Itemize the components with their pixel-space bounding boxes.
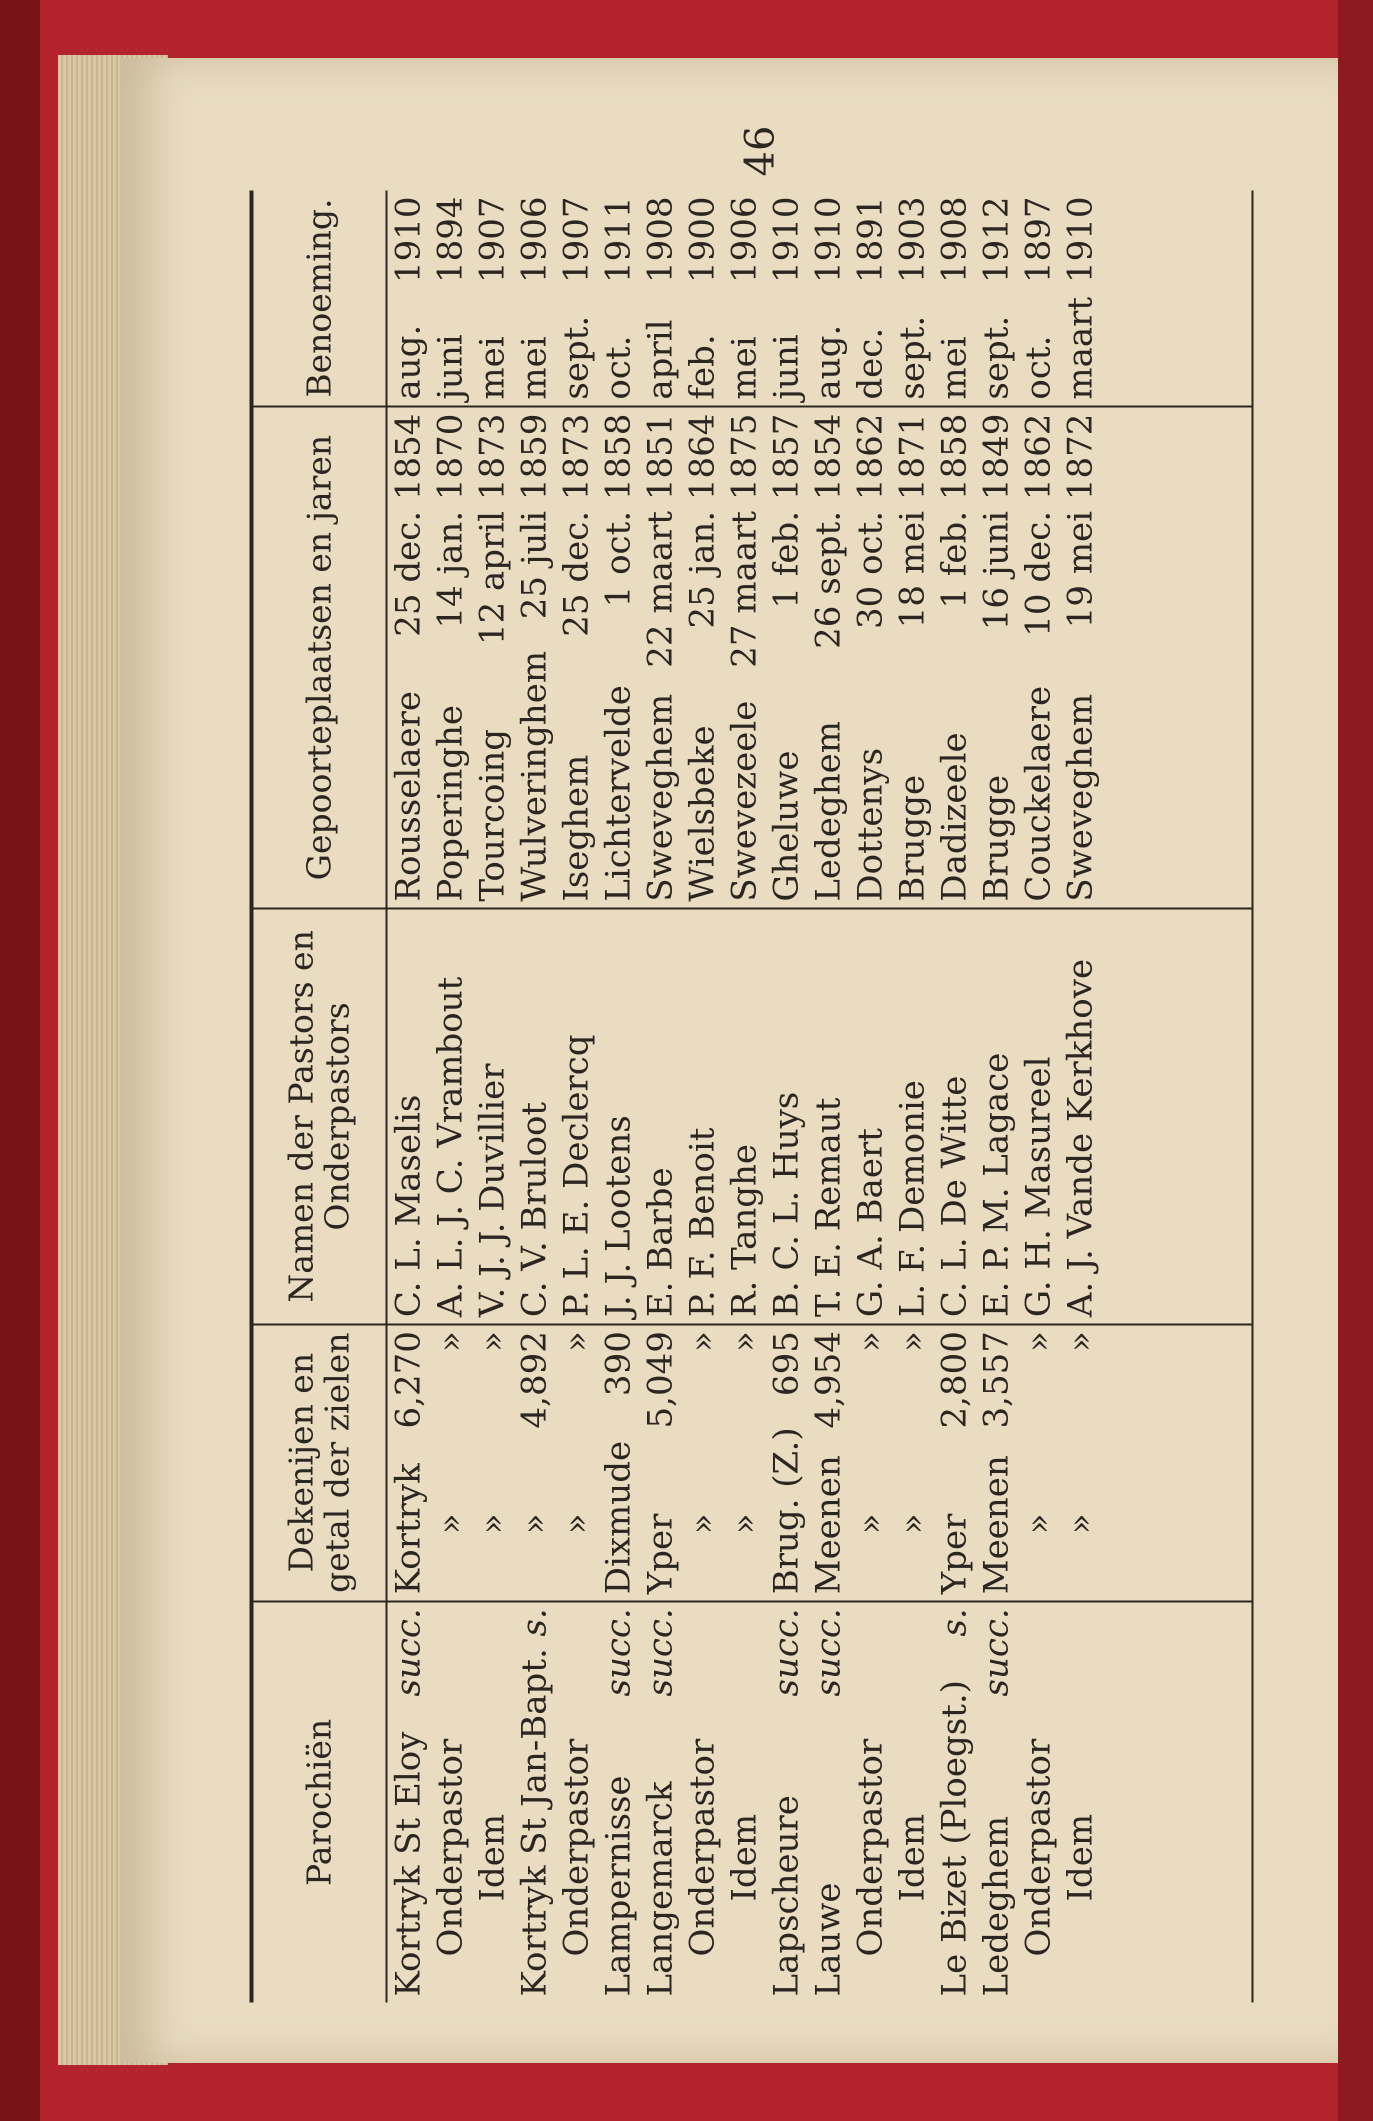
birth-year: 1862 [850, 413, 891, 501]
deanery-cell [472, 1324, 514, 1601]
birth-day: 26 sept. [808, 510, 849, 649]
birth-year: 1854 [808, 413, 849, 501]
pastor-name: C. L. De Witte [934, 909, 976, 1325]
deanery-cell [934, 1324, 976, 1601]
parish-name: Lampernisse [598, 1775, 639, 1997]
deanery-name: » [724, 1513, 765, 1535]
parish-name: Langemarck [640, 1781, 681, 1997]
deanery-name: Meenen [976, 1455, 1017, 1595]
appointment-cell [976, 191, 1018, 407]
birth-place: Iseghem [556, 754, 597, 902]
birth-place: Lichtervelde [598, 685, 639, 902]
parish-cell [850, 1601, 892, 2002]
souls-count: 6,270 [388, 1331, 429, 1429]
birth-day: 22 maart [640, 510, 681, 668]
table-row [808, 191, 850, 2003]
parish-cell [724, 1601, 766, 2002]
deanery-cell [1018, 1324, 1060, 1601]
parish-name: Onderpastor [850, 1738, 891, 1957]
parish-name: Kortryk St Jan-Bapt. [514, 1648, 555, 1997]
birth-year: 1870 [430, 413, 471, 501]
birth-cell [387, 407, 430, 909]
deanery-name: » [1018, 1513, 1059, 1535]
deanery-cell [640, 1324, 682, 1601]
birth-day: 12 april [472, 510, 513, 646]
birth-cell [934, 407, 976, 909]
pastor-name: T. E. Remaut [808, 909, 850, 1325]
parish-name: Idem [1060, 1813, 1101, 1902]
appointment-month: dec. [850, 327, 891, 400]
spacer [1102, 1601, 1253, 2002]
birth-year: 1862 [1018, 413, 1059, 501]
birth-place: Poperinghe [430, 704, 471, 902]
pastor-name: V. J. J. Duvillier [472, 909, 514, 1325]
appointment-year: 1907 [472, 196, 513, 284]
spacer [1102, 1324, 1253, 1601]
birth-year: 1873 [472, 413, 513, 501]
deanery-name: Meenen [808, 1455, 849, 1595]
header-deanery: Dekenijen en getal der zielen [252, 1324, 387, 1601]
birth-cell [1060, 407, 1102, 909]
header-birth: Gepoorteplaatsen en jaren [252, 407, 387, 909]
table-row [724, 191, 766, 2003]
appointment-cell [387, 191, 430, 407]
table-row [640, 191, 682, 2003]
birth-year: 1864 [682, 413, 723, 501]
parish-suffix: succ. [766, 1608, 807, 1697]
birth-place: Rousselaere [388, 691, 429, 902]
birth-cell [766, 407, 808, 909]
deanery-name: Kortryk [388, 1463, 429, 1595]
appointment-month: sept. [556, 315, 597, 400]
appointment-year: 1903 [892, 196, 933, 284]
appointment-month: juni [766, 334, 807, 400]
birth-year: 1854 [388, 413, 429, 501]
birth-day: 25 dec. [556, 510, 597, 637]
souls-count: » [1018, 1331, 1059, 1352]
parish-cell [430, 1601, 472, 2002]
appointment-cell [766, 191, 808, 407]
souls-count: » [472, 1331, 513, 1352]
birth-year: 1859 [514, 413, 555, 501]
birth-day: 27 maart [724, 510, 765, 668]
appointment-month: aug. [808, 324, 849, 400]
parish-name: Onderpastor [430, 1738, 471, 1957]
appointment-cell [640, 191, 682, 407]
birth-year: 1857 [766, 413, 807, 501]
parish-name: Ledeghem [976, 1815, 1017, 1997]
birth-day: 14 jan. [430, 510, 471, 629]
deanery-name: Brug. (Z.) [766, 1427, 807, 1595]
cover-edge [0, 0, 40, 2121]
header-parish: Parochiën [252, 1601, 387, 2002]
parish-name: Onderpastor [556, 1738, 597, 1957]
parish-suffix: succ. [598, 1608, 639, 1697]
pastor-name: J. J. Lootens [598, 909, 640, 1325]
parish-cell [976, 1601, 1018, 2002]
spacer [1102, 909, 1253, 1325]
appointment-year: 1906 [724, 196, 765, 284]
appointment-year: 1900 [682, 196, 723, 284]
souls-count: » [430, 1331, 471, 1352]
parish-cell [934, 1601, 976, 2002]
parish-cell [1060, 1601, 1102, 2002]
table-spacer-row [1102, 191, 1253, 2003]
pastor-name: E. Barbe [640, 909, 682, 1325]
deanery-name: » [472, 1513, 513, 1535]
deanery-name: » [1060, 1513, 1101, 1535]
birth-day: 18 mei [892, 510, 933, 629]
birth-year: 1871 [892, 413, 933, 501]
appointment-year: 1897 [1018, 196, 1059, 284]
table-row [850, 191, 892, 2003]
birth-cell [514, 407, 556, 909]
pastor-name: B. C. L. Huys [766, 909, 808, 1325]
souls-count: » [682, 1331, 723, 1352]
appointment-year: 1910 [766, 196, 807, 284]
appointment-month: oct. [598, 335, 639, 400]
birth-cell [892, 407, 934, 909]
parish-cell [514, 1601, 556, 2002]
pastor-name: E. P. M. Lagace [976, 909, 1018, 1325]
pastor-name: G. H. Masureel [1018, 909, 1060, 1325]
appointment-month: juni [430, 334, 471, 400]
table-row [976, 191, 1018, 2003]
deanery-name: » [682, 1513, 723, 1535]
appointment-year: 1910 [388, 196, 429, 284]
souls-count: » [1060, 1331, 1101, 1352]
birth-cell [850, 407, 892, 909]
header-names: Namen der Pastors en Onderpastors [252, 909, 387, 1325]
table-row [766, 191, 808, 2003]
birth-place: Wulveringhem [514, 650, 555, 902]
souls-count: » [850, 1331, 891, 1352]
parish-name: Idem [724, 1813, 765, 1902]
header-row [252, 191, 387, 2003]
parish-suffix: s. [514, 1608, 555, 1637]
appointment-cell [514, 191, 556, 407]
deanery-cell [556, 1324, 598, 1601]
appointment-cell [682, 191, 724, 407]
parish-suffix: s. [934, 1608, 975, 1637]
deanery-cell [808, 1324, 850, 1601]
birth-cell [1018, 407, 1060, 909]
birth-cell [682, 407, 724, 909]
parish-cell [892, 1601, 934, 2002]
appointment-month: feb. [682, 334, 723, 400]
birth-cell [556, 407, 598, 909]
birth-day: 16 juni [976, 510, 1017, 631]
page-number: 46 [737, 125, 784, 177]
souls-count: » [556, 1331, 597, 1352]
birth-cell [640, 407, 682, 909]
appointment-cell [850, 191, 892, 407]
table-body [387, 191, 1253, 2003]
appointment-month: mei [472, 336, 513, 400]
table-row [598, 191, 640, 2003]
pastor-name: A. L. J. C. Vrambout [430, 909, 472, 1325]
pastor-name: A. J. Vande Kerkhove [1060, 909, 1102, 1325]
table-row [430, 191, 472, 2003]
birth-day: 1 feb. [766, 510, 807, 609]
table-row [892, 191, 934, 2003]
table-row [1018, 191, 1060, 2003]
table-row [682, 191, 724, 2003]
pastor-name: P. L. E. Declercq [556, 909, 598, 1325]
parish-suffix: succ. [808, 1608, 849, 1697]
birth-year: 1858 [598, 413, 639, 501]
birth-cell [976, 407, 1018, 909]
parish-suffix: succ. [976, 1608, 1017, 1697]
appointment-month: oct. [1018, 335, 1059, 400]
appointment-cell [556, 191, 598, 407]
deanery-cell [1060, 1324, 1102, 1601]
parish-name: Onderpastor [1018, 1738, 1059, 1957]
birth-year: 1872 [1060, 413, 1101, 501]
birth-place: Tourcoing [472, 728, 513, 902]
birth-year: 1875 [724, 413, 765, 501]
appointment-year: 1910 [808, 196, 849, 284]
table-row [514, 191, 556, 2003]
appointment-cell [1018, 191, 1060, 407]
appointment-cell [472, 191, 514, 407]
appointment-year: 1891 [850, 196, 891, 284]
deanery-cell [430, 1324, 472, 1601]
birth-cell [808, 407, 850, 909]
deanery-cell [387, 1324, 430, 1601]
deanery-name: Yper [934, 1513, 975, 1595]
table-row [556, 191, 598, 2003]
deanery-cell [766, 1324, 808, 1601]
parish-cell [556, 1601, 598, 2002]
appointment-cell [724, 191, 766, 407]
table-row [934, 191, 976, 2003]
birth-place: Ledeghem [808, 721, 849, 902]
deanery-cell [976, 1324, 1018, 1601]
parish-name: Onderpastor [682, 1738, 723, 1957]
parish-cell [682, 1601, 724, 2002]
souls-count: » [724, 1331, 765, 1352]
souls-count: 5,049 [640, 1331, 681, 1429]
parish-cell [1018, 1601, 1060, 2002]
appointment-month: sept. [892, 315, 933, 400]
parish-name: Idem [472, 1813, 513, 1902]
birth-day: 30 oct. [850, 510, 891, 629]
birth-place: Sweveghem [640, 693, 681, 902]
appointment-month: sept. [976, 315, 1017, 400]
appointment-year: 1907 [556, 196, 597, 284]
birth-day: 19 mei [1060, 510, 1101, 629]
appointment-cell [892, 191, 934, 407]
appointment-year: 1894 [430, 196, 471, 284]
birth-place: Swevezeele [724, 700, 765, 902]
pastor-name: P. F. Benoit [682, 909, 724, 1325]
parish-cell [766, 1601, 808, 2002]
deanery-name: » [514, 1513, 555, 1535]
parish-name: Lapscheure [766, 1795, 807, 1997]
parish-table [250, 191, 1254, 2003]
cover-spine [1338, 0, 1373, 2121]
souls-count: 390 [598, 1331, 639, 1397]
parish-cell [387, 1601, 430, 2002]
birth-place: Brugge [976, 774, 1017, 902]
birth-year: 1849 [976, 413, 1017, 501]
parish-name: Kortryk St Eloy [388, 1731, 429, 1997]
table-row [1060, 191, 1102, 2003]
header-appointment: Benoeming. [252, 191, 387, 407]
appointment-cell [808, 191, 850, 407]
appointment-year: 1912 [976, 196, 1017, 284]
spacer [1102, 407, 1253, 909]
pastor-name: C. L. Maselis [387, 909, 430, 1325]
deanery-name: Dixmude [598, 1440, 639, 1595]
appointment-cell [598, 191, 640, 407]
birth-day: 1 feb. [934, 510, 975, 609]
birth-place: Brugge [892, 774, 933, 902]
appointment-year: 1906 [514, 196, 555, 284]
pastor-name: G. A. Baert [850, 909, 892, 1325]
birth-cell [430, 407, 472, 909]
appointment-year: 1908 [640, 196, 681, 284]
appointment-year: 1910 [1060, 196, 1101, 284]
birth-year: 1858 [934, 413, 975, 501]
parish-cell [640, 1601, 682, 2002]
birth-day: 1 oct. [598, 510, 639, 608]
birth-day: 25 jan. [682, 510, 723, 629]
souls-count: 695 [766, 1331, 807, 1397]
birth-cell [472, 407, 514, 909]
parish-name: Idem [892, 1813, 933, 1902]
souls-count: 4,892 [514, 1331, 555, 1429]
deanery-name: » [892, 1513, 933, 1535]
deanery-name: » [850, 1513, 891, 1535]
parish-cell [472, 1601, 514, 2002]
birth-place: Gheluwe [766, 750, 807, 902]
appointment-month: mei [514, 336, 555, 400]
birth-year: 1851 [640, 413, 681, 501]
appointment-cell [430, 191, 472, 407]
appointment-year: 1911 [598, 196, 639, 284]
appointment-month: mei [724, 336, 765, 400]
parish-suffix: succ. [640, 1608, 681, 1697]
parish-name: Le Bizet (Ploegst.) [934, 1680, 975, 1997]
birth-cell [724, 407, 766, 909]
parish-name: Lauwe [808, 1882, 849, 1997]
deanery-cell [724, 1324, 766, 1601]
deanery-name: Yper [640, 1513, 681, 1595]
souls-count: 2,800 [934, 1331, 975, 1429]
birth-year: 1873 [556, 413, 597, 501]
deanery-cell [850, 1324, 892, 1601]
parish-cell [808, 1601, 850, 2002]
appointment-month: april [640, 319, 681, 400]
deanery-cell [892, 1324, 934, 1601]
rotated-table-frame [250, 191, 1265, 2003]
table-row [387, 191, 430, 2003]
souls-count: 4,954 [808, 1331, 849, 1429]
appointment-year: 1908 [934, 196, 975, 284]
appointment-month: mei [934, 336, 975, 400]
deanery-cell [682, 1324, 724, 1601]
pastor-name: C. V. Bruloot [514, 909, 556, 1325]
deanery-cell [598, 1324, 640, 1601]
souls-count: » [892, 1331, 933, 1352]
birth-place: Dadizeele [934, 732, 975, 902]
pastor-name: R. Tanghe [724, 909, 766, 1325]
birth-day: 10 dec. [1018, 510, 1059, 637]
birth-place: Dottenys [850, 747, 891, 902]
appointment-month: maart [1060, 296, 1101, 400]
birth-place: Sweveghem [1060, 693, 1101, 902]
appointment-cell [1060, 191, 1102, 407]
deanery-name: » [430, 1513, 471, 1535]
birth-place: Wielsbeke [682, 725, 723, 902]
spacer [1102, 191, 1253, 407]
table-row [472, 191, 514, 2003]
souls-count: 3,557 [976, 1331, 1017, 1429]
appointment-cell [934, 191, 976, 407]
birth-day: 25 dec. [388, 510, 429, 637]
appointment-month: aug. [388, 324, 429, 400]
deanery-name: » [556, 1513, 597, 1535]
pastor-name: L. F. Demonie [892, 909, 934, 1325]
deanery-cell [514, 1324, 556, 1601]
birth-place: Couckelaere [1018, 685, 1059, 902]
parish-suffix: succ. [388, 1608, 429, 1697]
birth-cell [598, 407, 640, 909]
birth-day: 25 juli [514, 510, 555, 620]
parish-cell [598, 1601, 640, 2002]
